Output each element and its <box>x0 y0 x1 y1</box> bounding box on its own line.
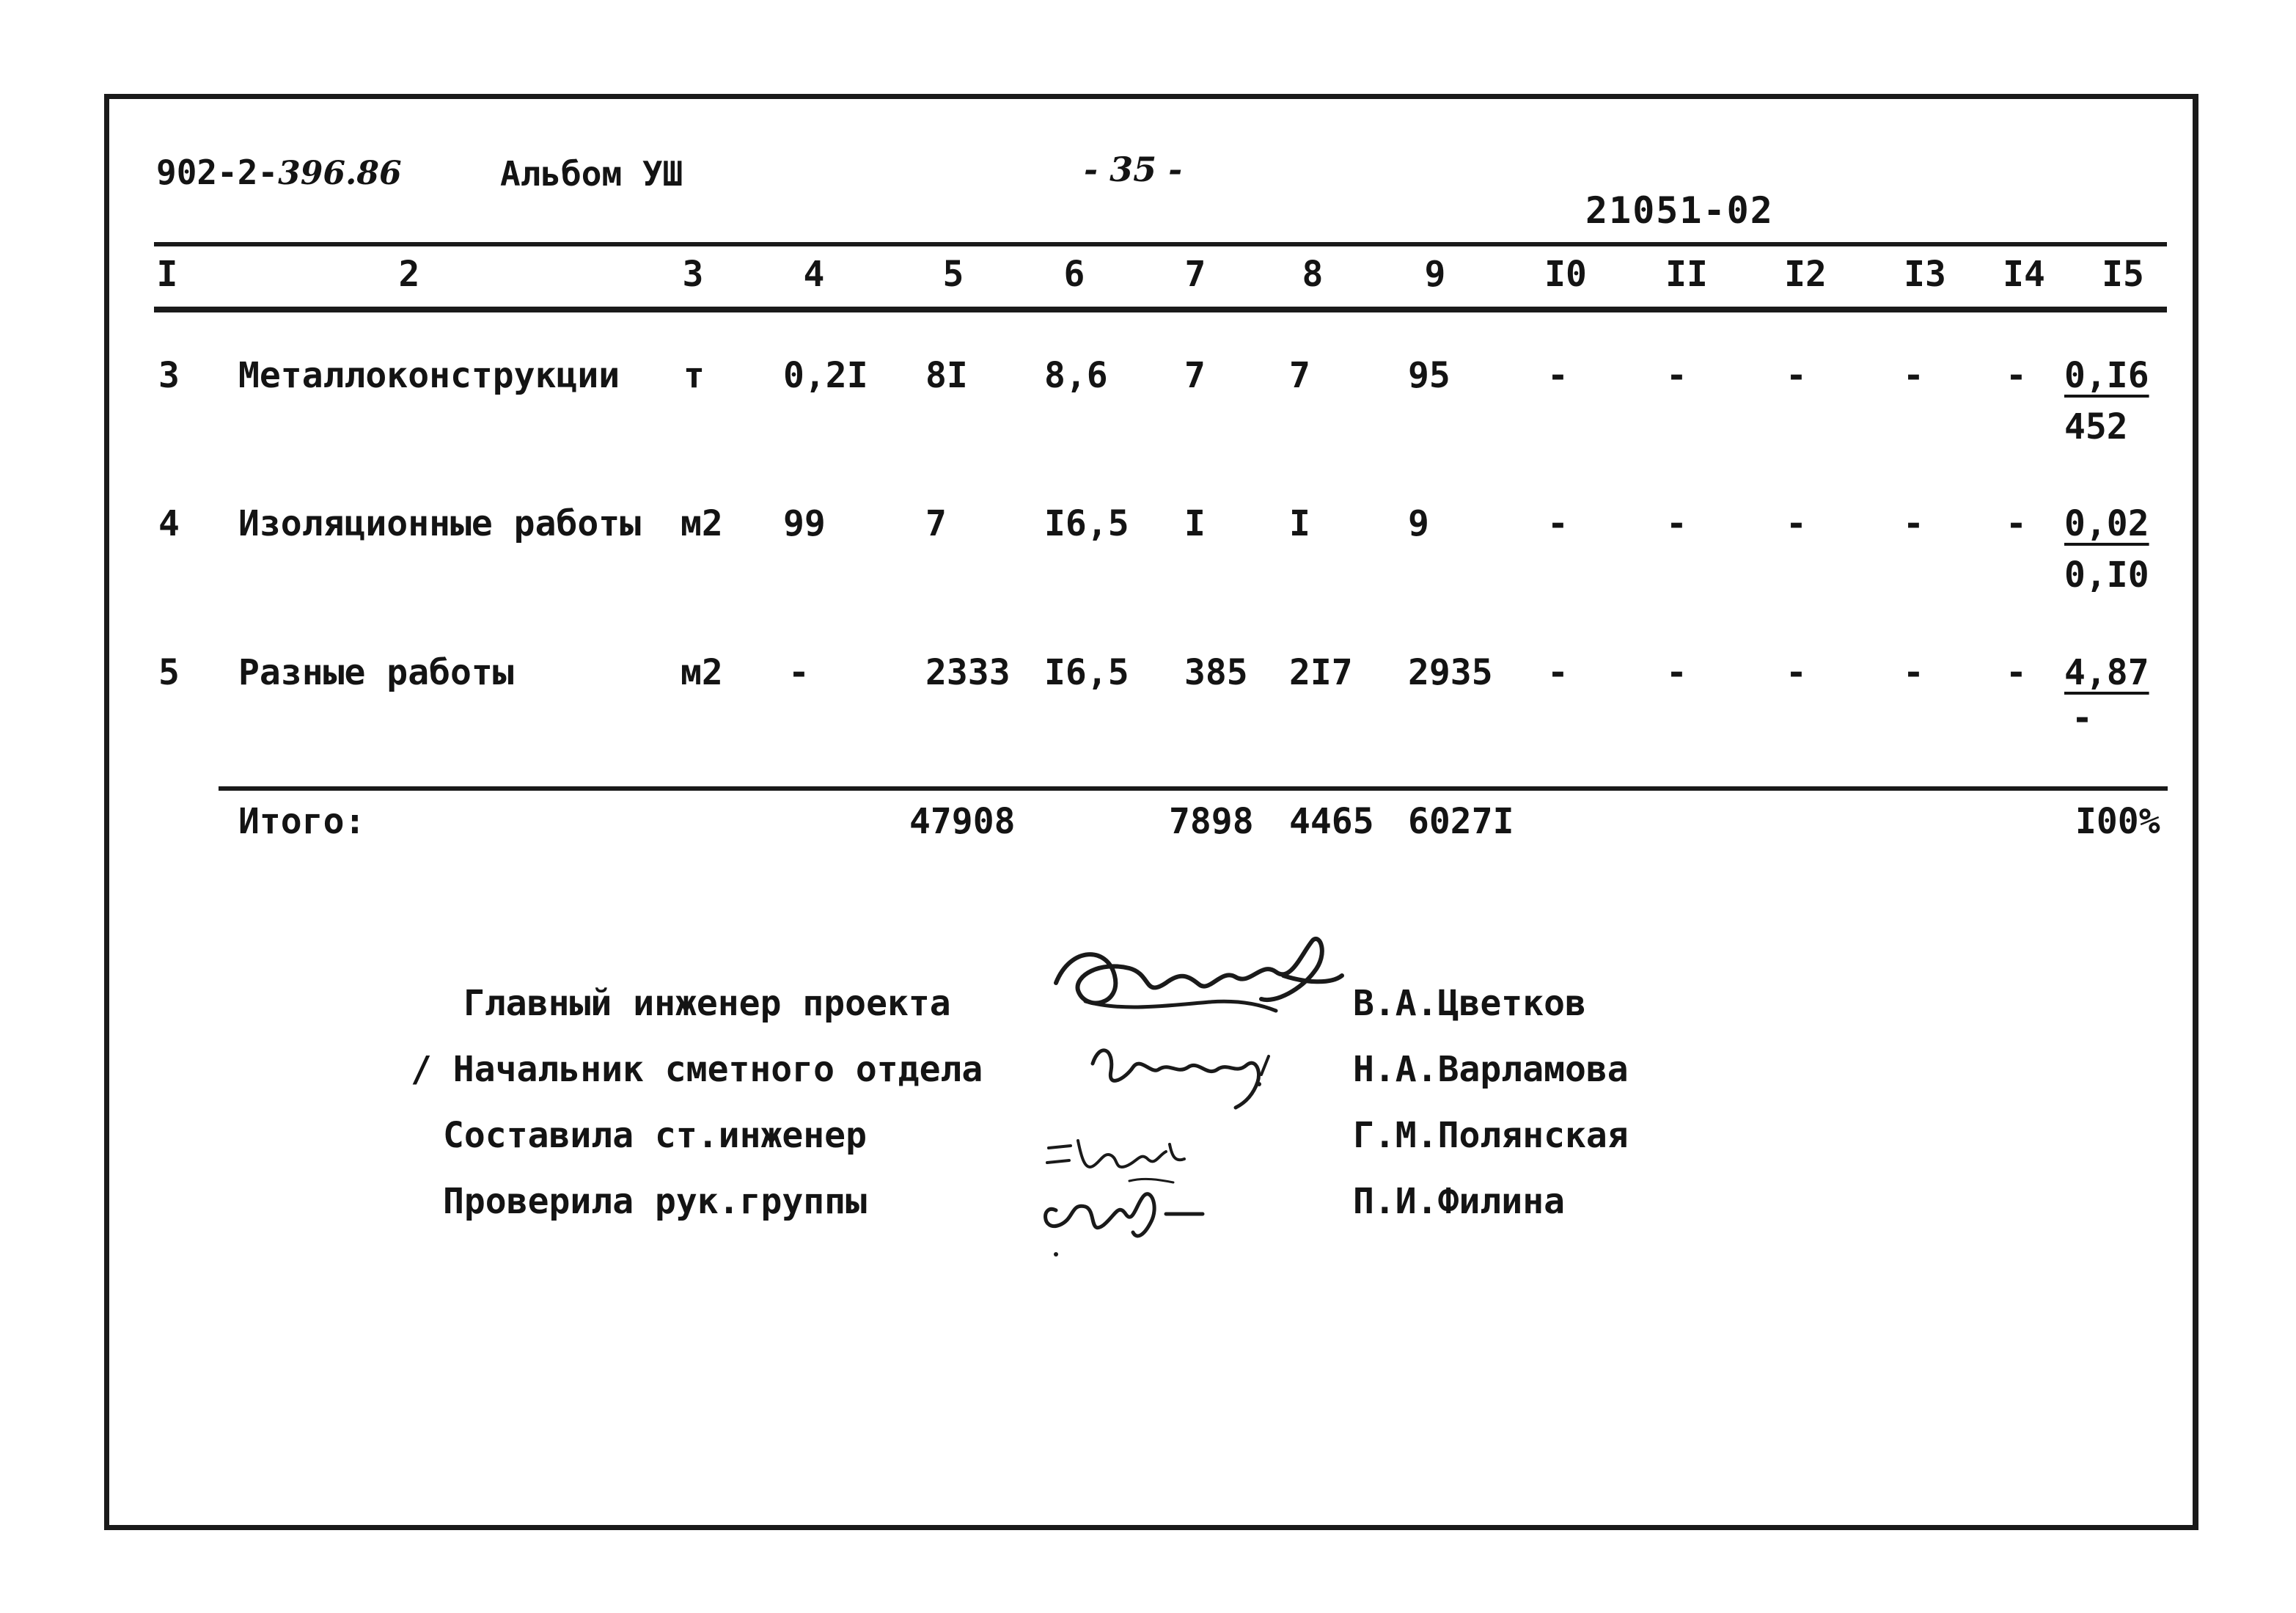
col-header-13: I3 <box>1904 254 1946 295</box>
total-c8: 4465 <box>1289 801 1374 842</box>
total-c5: 47908 <box>909 801 1016 842</box>
row-c6: I6,5 <box>1044 503 1129 544</box>
series-code-printed: 902-2- <box>156 153 279 192</box>
col-header-11: II <box>1665 254 1708 295</box>
row-unit: т <box>683 355 705 396</box>
row-name: Изоляционные работы <box>238 503 642 544</box>
row-c15-top: 0,02 <box>2064 503 2149 544</box>
signature-name: Г.М.Полянская <box>1353 1115 1629 1156</box>
row-c15-top: 4,87 <box>2064 652 2149 693</box>
row-c13: - <box>1903 652 1924 693</box>
row-c11: - <box>1666 355 1687 396</box>
total-c15: I00% <box>2075 801 2160 842</box>
row-c4: 99 <box>783 503 826 544</box>
row-c8: 7 <box>1289 355 1310 396</box>
row-c14: - <box>2006 652 2027 693</box>
signature-name: В.А.Цветков <box>1353 983 1586 1024</box>
row-c5: 8I <box>925 355 968 396</box>
col-header-1: I <box>156 254 178 295</box>
col-header-15: I5 <box>2102 254 2144 295</box>
total-c9: 6027I <box>1408 801 1514 842</box>
row-c4: 0,2I <box>783 355 868 396</box>
total-c7: 7898 <box>1169 801 1254 842</box>
row-num: 4 <box>158 503 180 544</box>
col-header-3: 3 <box>682 254 704 295</box>
signature-title: Составила ст.инженер <box>443 1115 867 1156</box>
col-header-9: 9 <box>1424 254 1446 295</box>
total-label: Итого: <box>238 801 366 842</box>
row-c7: 7 <box>1184 355 1206 396</box>
total-rule <box>219 786 2168 791</box>
signature-title: / Начальник сметного отдела <box>411 1049 983 1090</box>
signature-title: Проверила рук.группы <box>443 1181 867 1222</box>
signature-name: П.И.Филина <box>1353 1181 1565 1222</box>
col-header-14: I4 <box>2003 254 2045 295</box>
row-c9: 95 <box>1408 355 1450 396</box>
row-c6: 8,6 <box>1044 355 1108 396</box>
inventory-number: 21051-02 <box>1585 189 1774 232</box>
col-header-6: 6 <box>1063 254 1085 295</box>
signature-title: Главный инженер проекта <box>463 983 951 1024</box>
row-c11: - <box>1666 503 1687 544</box>
row-num: 3 <box>158 355 180 396</box>
row-c14: - <box>2006 503 2027 544</box>
signature-mark-1 <box>1041 932 1349 1034</box>
row-unit: м2 <box>681 503 723 544</box>
col-header-2: 2 <box>398 254 420 295</box>
row-c11: - <box>1666 652 1687 693</box>
row-c10: - <box>1547 355 1569 396</box>
page-number: - 35 - <box>1084 150 1183 189</box>
col-header-4: 4 <box>803 254 825 295</box>
row-unit: м2 <box>681 652 723 693</box>
row-name: Разные работы <box>238 652 514 693</box>
row-c15-bottom: 0,I0 <box>2064 555 2149 596</box>
row-c13: - <box>1903 503 1924 544</box>
row-c5: 2333 <box>925 652 1011 693</box>
album-label: Альбом УШ <box>500 154 683 194</box>
signature-mark-2 <box>1085 1034 1298 1115</box>
row-c5: 7 <box>925 503 947 544</box>
series-code <box>156 153 402 192</box>
header-bottom-rule <box>154 307 2167 312</box>
col-header-5: 5 <box>942 254 964 295</box>
col-header-8: 8 <box>1302 254 1324 295</box>
row-c12: - <box>1786 503 1807 544</box>
row-num: 5 <box>158 652 180 693</box>
row-c8: 2I7 <box>1289 652 1353 693</box>
row-c12: - <box>1786 355 1807 396</box>
row-c14: - <box>2006 355 2027 396</box>
col-header-12: I2 <box>1784 254 1827 295</box>
row-c9: 2935 <box>1408 652 1493 693</box>
row-name: Металлоконструкции <box>238 355 620 396</box>
row-c6: I6,5 <box>1044 652 1129 693</box>
row-c15-bottom: 452 <box>2064 406 2128 447</box>
row-c10: - <box>1547 503 1569 544</box>
row-c7: I <box>1184 503 1206 544</box>
row-c15-top: 0,I6 <box>2064 355 2149 396</box>
col-header-10: I0 <box>1544 254 1587 295</box>
header-top-rule <box>154 242 2167 246</box>
row-c7: 385 <box>1184 652 1248 693</box>
row-c4: - <box>788 652 810 693</box>
signature-name: Н.А.Варламова <box>1353 1049 1629 1090</box>
row-c10: - <box>1547 652 1569 693</box>
row-c15-bottom: - <box>2072 698 2093 739</box>
row-c12: - <box>1786 652 1807 693</box>
signature-mark-3 <box>1041 1130 1203 1188</box>
row-c13: - <box>1903 355 1924 396</box>
series-code-handwritten: 396.86 <box>278 155 402 192</box>
col-header-7: 7 <box>1184 254 1206 295</box>
row-c8: I <box>1289 503 1310 544</box>
row-c9: 9 <box>1408 503 1429 544</box>
signature-mark-4 <box>1034 1181 1217 1262</box>
